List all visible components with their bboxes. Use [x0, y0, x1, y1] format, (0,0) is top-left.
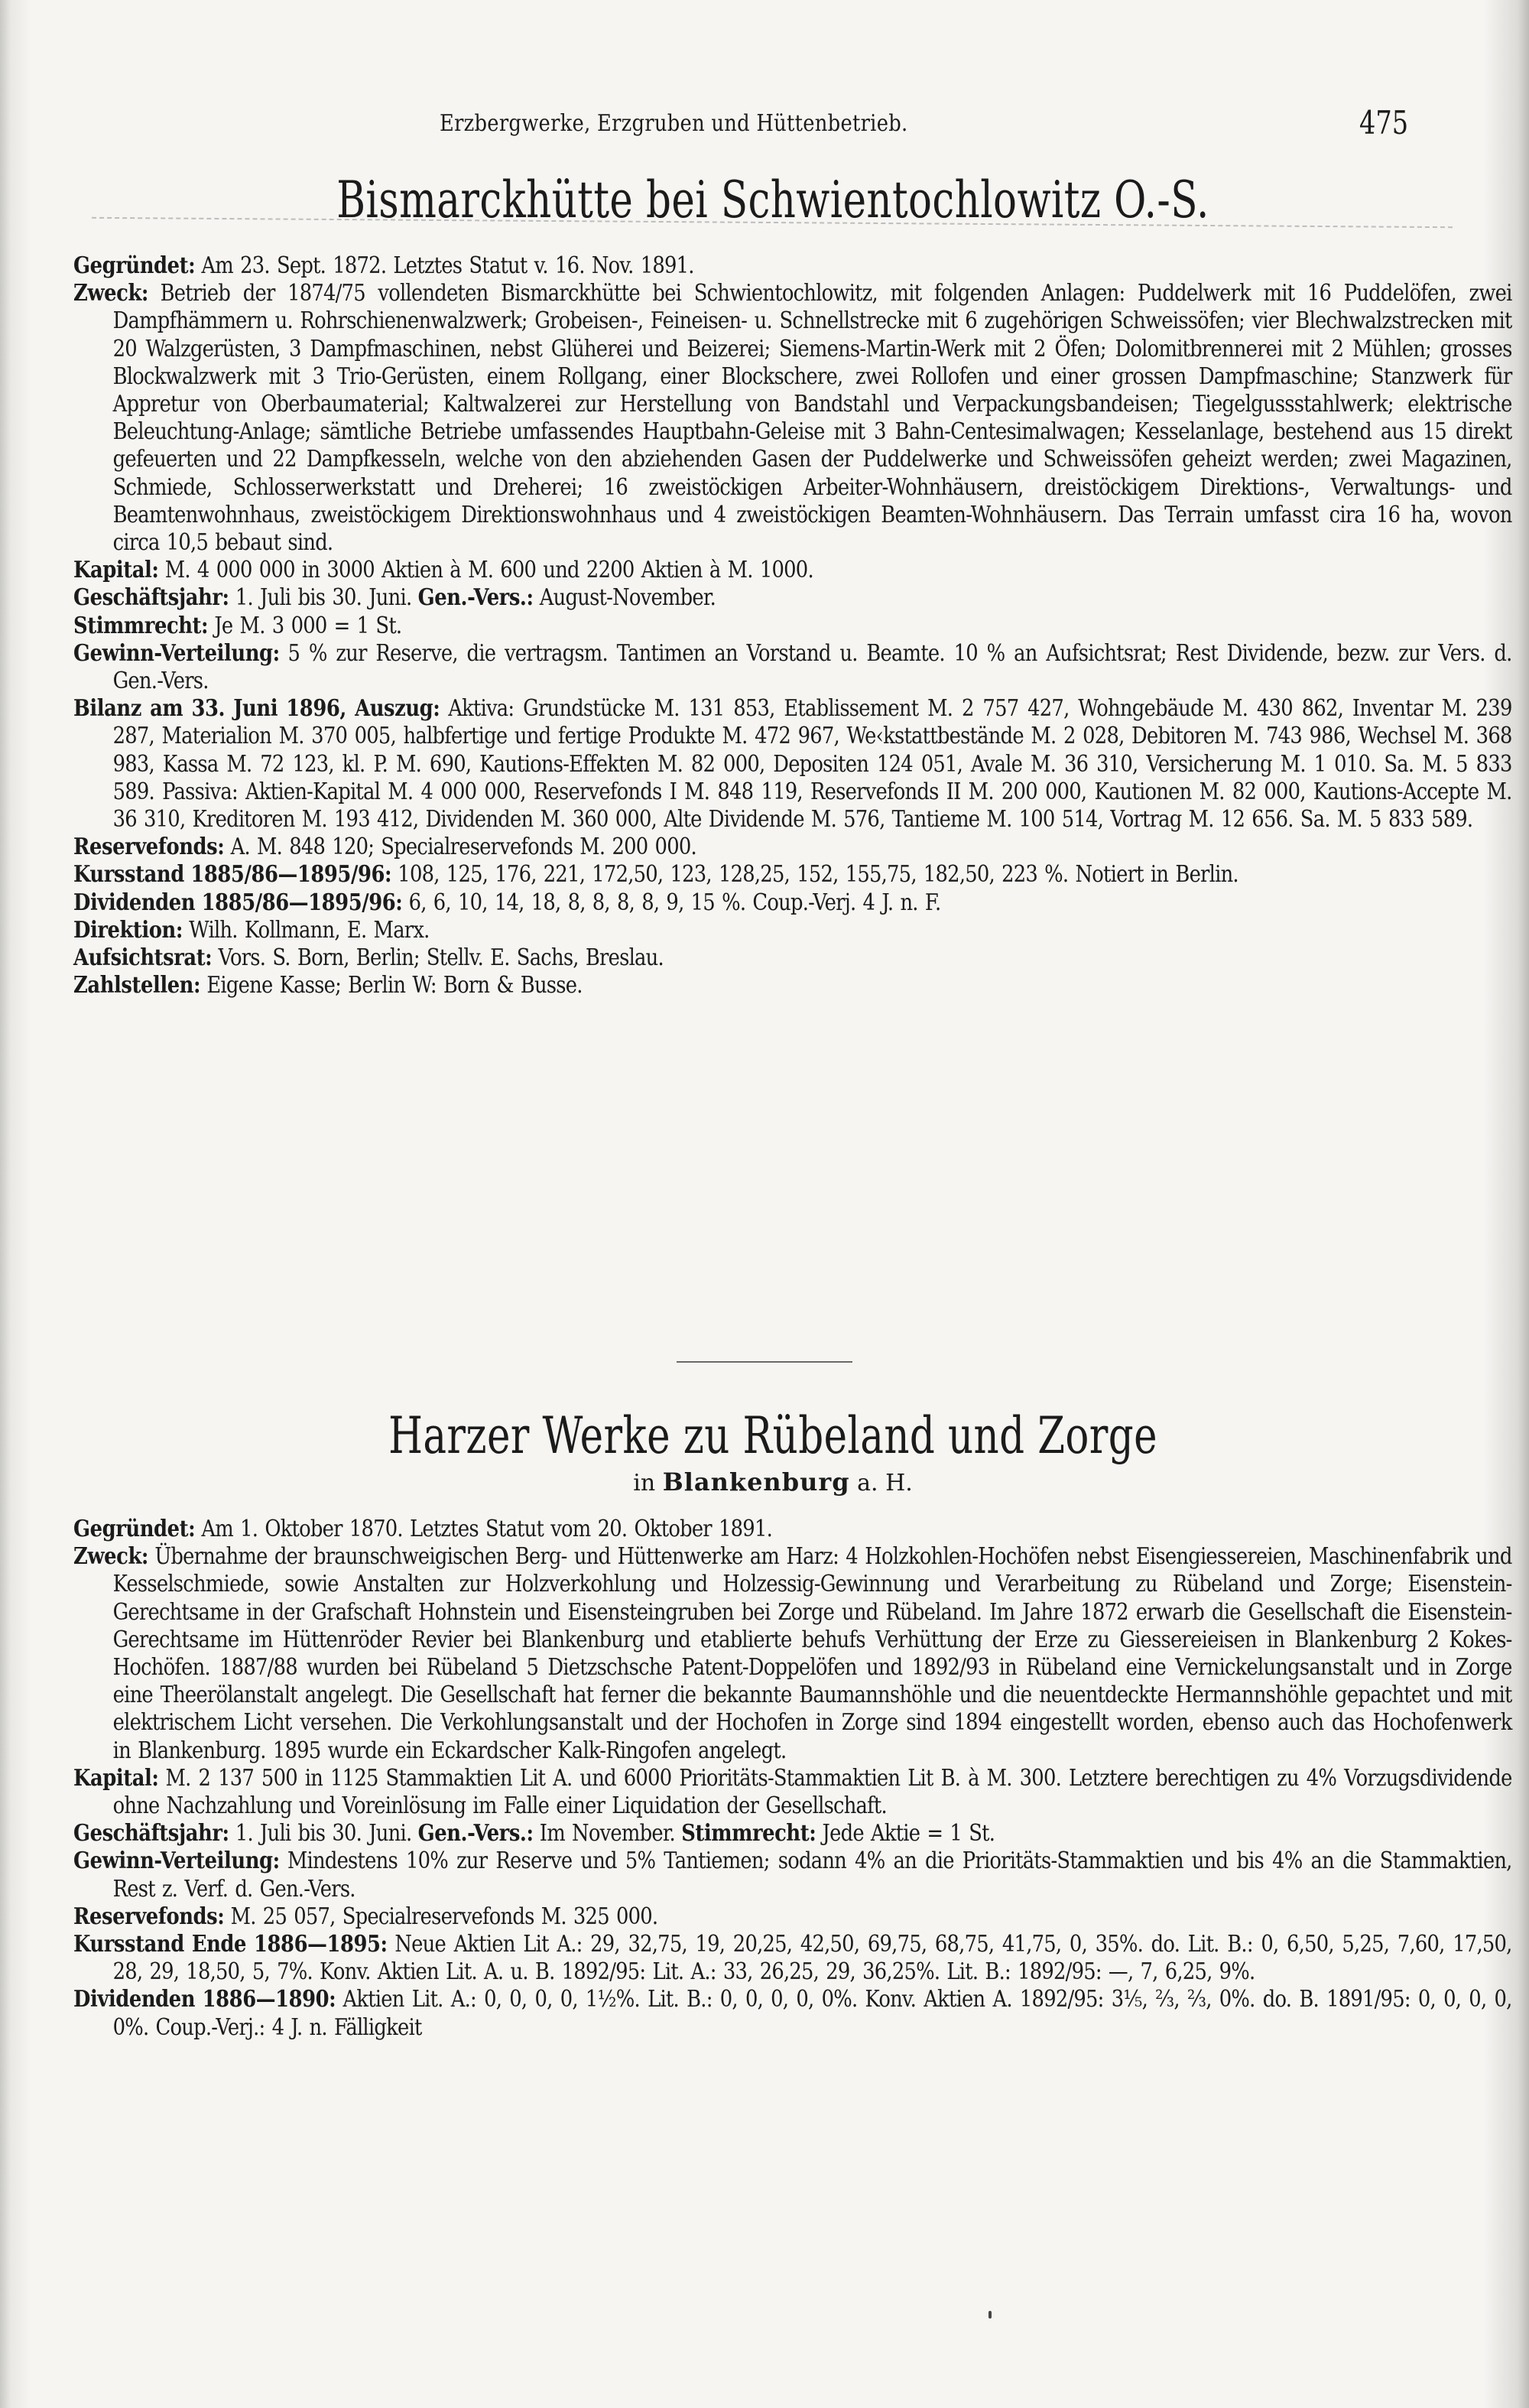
entry-text: 1. Juli bis 30. Juni.: [235, 1820, 412, 1847]
entry-text: Betrieb der 1874/75 vollendeten Bismarckhütte bei Schwientochlowitz, mit folgenden Anlagen: Puddelwerk mit 16 Puddelöfen, zwei Dampfhämmern u. Rohrschienenwalzwerk; Grobeisen-, Feineisen- u. Schnellstrecke mit 6 zugehörigen Schweissöfen; vier Blechwalzstrecken mit 20 Walzgerüsten, 3 Dampfmaschinen, nebst Glüherei und Beizerei; Siemens-Martin-Werk mit 2 Öfen; Dolomitbrennerei mit 2 Mühlen; grosses Blockwalzwerk mit 3 Trio-Gerüsten, einem Rollgang, einer Blockschere, zwei Rollofen und einer grossen Dampfmaschine; Stanzwerk für Appretur von Oberbaumaterial; Kaltwalzerei zur Herstellung von Bandstahl und Verpackungsbandeisen; Tiegelgussstahlwerk; elektrische Beleuchtung-Anlage; sämtliche Betriebe umfassendes Hauptbahn-Geleise mit 3 Bahn-Centesimalwagen; Kesselanlage, bestehend aus 15 direkt gefeuerten und 22 Dampfkesseln, welche von den abziehenden Gasen der Puddelwerke und Schweissöfen geheizt werden; zwei Magazinen, Schmiede, Schlosserwerkstatt und Dreherei; 16 zweistöckigen Arbeiter-Wohnhäusern, dreistöckigem Direktions-, Verwaltungs- und Beamtenwohnhaus, zweistöckigem Direktionswohnhaus und 4 zweistöckigen Beamten-Wohnhäusern. Das Terrain umfasst cira 16 ha, wovon circa 10,5 bebaut sind.: [112, 280, 1512, 557]
entry-text: Neue Aktien Lit A.: 29, 32,75, 19, 20,25, 42,50, 69,75, 68,75, 41,75, 0, 35%. do. Lit. B.: 0, 6,50, 5,25, 7,60, 17,50, 28, 29, 18,50, 5, 7%. Konv. Aktien Lit. A. u. B. 1892/95: Lit. A.: 33, 26,25, 29, 36,25%. Lit. B.: 1892/95: —, 7, 6,25, 9%.: [112, 1931, 1512, 1986]
entry-label: Kursstand Ende 1886—1895:: [73, 1931, 388, 1958]
company-section-harzer-werke: [73, 1405, 1512, 2042]
entry-kursstand: [73, 861, 1512, 889]
ink-speck: [988, 2311, 992, 2319]
entry-label: Kapital:: [73, 1764, 159, 1792]
entry-text: 1. Juli bis 30. Juni.: [235, 584, 412, 612]
entry-text: Je M. 3 000 = 1 St.: [214, 612, 402, 639]
entry-text: Wilh. Kollmann, E. Marx.: [189, 916, 430, 944]
entry-label: Dividenden 1885/86—1895/96:: [73, 889, 403, 916]
entry-text: Mindestens 10% zur Reserve und 5% Tantiemen; sodann 4% an die Prioritäts-Stammaktien und bis 4% an die Stammaktien, Rest z. Verf. d. Gen.-Vers.: [112, 1847, 1512, 1903]
entry-label: Zahlstellen:: [73, 972, 201, 999]
entry-stimmrecht: [73, 613, 1512, 640]
entry-label: Bilanz am 33. Juni 1896, Auszug:: [73, 695, 440, 723]
entry-bilanz: [73, 695, 1512, 834]
entry-label: Gegründet:: [73, 252, 196, 279]
subtitle-suffix: a. H.: [857, 1470, 913, 1496]
entry-gewinn-verteilung: [73, 1847, 1512, 1903]
entry-label: Geschäftsjahr:: [73, 584, 229, 612]
entry-zweck: [73, 1543, 1512, 1765]
entry-geschaeftsjahr: [73, 1820, 1512, 1847]
entry-label: Geschäftsjahr:: [73, 1820, 229, 1847]
company-section-bismarckhuette: [73, 170, 1512, 999]
company-subtitle: [73, 1467, 1472, 1499]
entry-text: M. 25 057, Specialreservefonds M. 325 000.: [230, 1903, 658, 1930]
entry-label: Stimmrecht:: [73, 612, 209, 639]
section-divider: [677, 1361, 852, 1363]
entry-label: Aufsichtsrat:: [73, 944, 213, 972]
page-number: 475: [1359, 104, 1409, 141]
entry-label: Reservefonds:: [73, 1903, 225, 1930]
entry-inline-label: Gen.-Vers.:: [417, 584, 534, 612]
subtitle-prefix: in: [633, 1470, 656, 1496]
entry-geschaeftsjahr: [73, 584, 1512, 612]
entry-label: Kapital:: [73, 557, 159, 584]
entry-text: 6, 6, 10, 14, 18, 8, 8, 8, 8, 9, 15 %. Coup.-Verj. 4 J. n. F.: [408, 889, 941, 916]
entry-text: Aktiva: Grundstücke M. 131 853, Etablissement M. 2 757 427, Wohngebäude M. 430 862, Inventar M. 239 287, Materialion M. 370 005, halbfertige und fertige Produkte M. 472 967, We‹kstattbestände M. 2 028, Debitoren M. 743 986, Wechsel M. 368 983, Kassa M. 72 123, kl. P. M. 690, Kautions-Effekten M. 82 000, Depositen 124 051, Avale M. 36 310, Versicherung M. 1 010. Sa. M. 5 833 589. Passiva: Aktien-Kapital M. 4 000 000, Reservefonds I M. 848 119, Reservefonds II M. 200 000, Kautionen M. 82 000, Kautions-Accepte M. 36 310, Kreditoren M. 193 412, Dividenden M. 360 000, Alte Dividende M. 576, Tantieme M. 100 514, Vortrag M. 12 656. Sa. M. 5 833 589.: [112, 695, 1512, 834]
entry-reservefonds: [73, 1903, 1512, 1931]
entry-gegruendet: [73, 252, 1512, 280]
entry-aufsichtsrat: [73, 944, 1512, 972]
subtitle-place: Blankenburg: [662, 1467, 850, 1496]
entry-dividenden: [73, 1986, 1512, 2041]
entry-label: Gewinn-Verteilung:: [73, 639, 280, 667]
entry-inline-label: Stimmrecht:: [681, 1820, 816, 1847]
entry-text: 108, 125, 176, 221, 172,50, 123, 128,25, 152, 155,75, 182,50, 223 %. Notiert in Berlin.: [398, 861, 1238, 889]
entry-direktion: [73, 917, 1512, 944]
company-title: Harzer Werke zu Rübeland und Zorge: [388, 1406, 1157, 1465]
entry-text: Aktien Lit. A.: 0, 0, 0, 0, 1½%. Lit. B.: 0, 0, 0, 0, 0%. Konv. Aktien A. 1892/95: 3⅕, ⅔, ⅔, 0%. do. B. 1891/95: 0, 0, 0, 0, 0%. Coup.-Verj.: 4 J. n. Fälligkeit: [112, 1986, 1512, 2041]
entry-text: Vors. S. Born, Berlin; Stellv. E. Sachs, Breslau.: [218, 944, 664, 972]
entry-reservefonds: [73, 834, 1512, 861]
entry-label: Gegründet:: [73, 1516, 196, 1542]
entry-label: Dividenden 1886—1890:: [73, 1986, 336, 2013]
entry-label: Reservefonds:: [73, 834, 225, 861]
entry-label: Zweck:: [73, 280, 148, 307]
company-title: Bismarckhütte bei Schwientochlowitz O.-S.: [336, 171, 1209, 229]
entry-gegruendet: [73, 1516, 1512, 1543]
entry-dividenden: [73, 889, 1512, 917]
entry-label: Direktion:: [73, 916, 183, 944]
entry-gewinn-verteilung: [73, 640, 1512, 695]
running-head: [0, 106, 1529, 151]
running-title: Erzbergwerke, Erzgruben und Hüttenbetrieb.: [440, 110, 908, 137]
entry-text: Übernahme der braunschweigischen Berg- und Hüttenwerke am Harz: 4 Holzkohlen-Hochöfen nebst Eisengiessereien, Maschinenfabrik und Kesselschmiede, sowie Anstalten zur Holzverkohlung und Holzessig-Gewinnung und Verarbeitung zu Rübeland und Zorge; Eisenstein-Gerechtsame in der Grafschaft Hohnstein und Eisensteingruben bei Zorge und Rübeland. Im Jahre 1872 erwarb die Gesellschaft die Eisenstein-Gerechtsame im Hüttenröder Revier bei Blankenburg und etablierte behufs Verhüttung der Erze zu Giessereieisen in Blankenburg 2 Kokes-Hochöfen. 1887/88 wurden bei Rübeland 5 Dietzschsche Patent-Doppelöfen und 1892/93 in Rübeland eine Vernickelungsanstalt und in Zorge eine Theerölanstalt angelegt. Die Gesellschaft hat ferner die bekannte Baumannshöhle und die neuentdeckte Hermannshöhle gepachtet und mit elektrischem Licht versehen. Die Verkohlungsanstalt und der Hochofen in Zorge sind 1894 eingestellt worden, ebenso auch das Hochofenwerk in Blankenburg. 1895 wurde ein Eckardscher Kalk-Ringofen angelegt.: [112, 1543, 1512, 1764]
entry-inline-text: Im November.: [539, 1820, 675, 1847]
entry-text: 5 % zur Reserve, die vertragsm. Tantimen an Vorstand u. Beamte. 10 % an Aufsichtsrat; Rest Dividende, bezw. zur Vers. d. Gen.-Vers.: [112, 639, 1512, 695]
entry-zahlstellen: [73, 972, 1512, 999]
entry-label: Gewinn-Verteilung:: [73, 1847, 280, 1875]
entry-inline-text: August-November.: [539, 584, 716, 612]
entry-inline-text: Jede Aktie = 1 St.: [822, 1820, 995, 1847]
entry-zweck: [73, 280, 1512, 557]
entry-text: M. 4 000 000 in 3000 Aktien à M. 600 und 2200 Aktien à M. 1000.: [164, 557, 813, 584]
entry-text: Eigene Kasse; Berlin W: Born & Busse.: [206, 972, 583, 999]
entry-kapital: [73, 557, 1512, 584]
entry-text: A. M. 848 120; Specialreservefonds M. 200 000.: [230, 834, 696, 861]
entry-label: Zweck:: [73, 1543, 148, 1571]
entry-text: M. 2 137 500 in 1125 Stammaktien Lit A. und 6000 Prioritäts-Stammaktien Lit B. à M. 300. Letztere berechtigen zu 4% Vorzugsdividende ohne Nachzahlung und Voreinlösung im Falle einer Liquidation der Gesellschaft.: [112, 1764, 1512, 1820]
entry-kursstand: [73, 1931, 1512, 1986]
entry-label: Kursstand 1885/86—1895/96:: [73, 861, 392, 889]
entry-kapital: [73, 1765, 1512, 1820]
entry-inline-label: Gen.-Vers.:: [417, 1820, 534, 1847]
entry-text: Am 1. Oktober 1870. Letztes Statut vom 20. Oktober 1891.: [201, 1516, 773, 1542]
entry-text: Am 23. Sept. 1872. Letztes Statut v. 16. Nov. 1891.: [201, 252, 694, 279]
